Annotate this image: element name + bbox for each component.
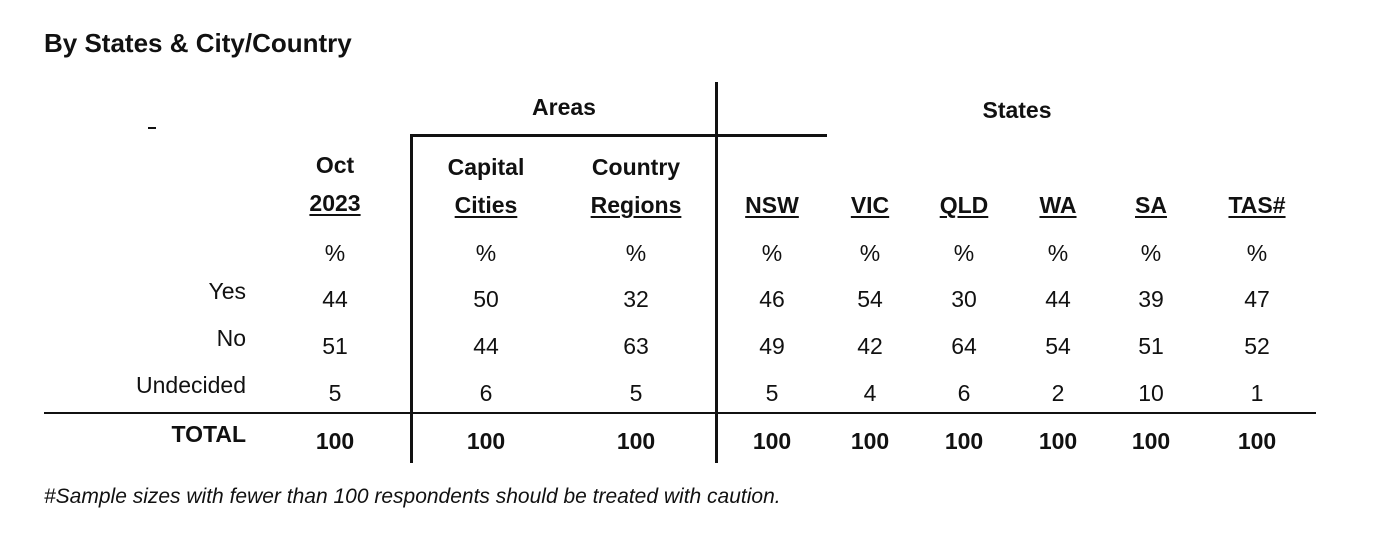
column-header-capital-cities: [448, 148, 525, 224]
table-cell: 51: [322, 333, 348, 359]
row-label-yes: Yes: [208, 278, 246, 304]
unit-label: %: [761, 240, 783, 266]
group-label-states: States: [982, 97, 1052, 123]
table-cell: 5: [765, 380, 779, 406]
table-cell: 52: [1244, 333, 1270, 359]
column-header-tas: [1228, 186, 1285, 224]
group-label-areas: Areas: [532, 94, 596, 120]
unit-label: %: [625, 240, 647, 266]
table-cell: 54: [1045, 333, 1071, 359]
table-cell: 2: [1051, 380, 1065, 406]
divider-areas-states: [715, 82, 718, 463]
table-cell: 30: [951, 286, 977, 312]
row-label-total: TOTAL: [171, 421, 246, 447]
table-cell: 50: [473, 286, 499, 312]
column-header-line1: Oct: [315, 152, 355, 178]
unit-label: %: [1140, 240, 1162, 266]
table-cell: 46: [759, 286, 785, 312]
total-rule: [44, 412, 1316, 414]
table-cell: 42: [857, 333, 883, 359]
table-cell-total: 100: [616, 428, 656, 454]
table-cell: 4: [863, 380, 877, 406]
table-title: By States & City/Country: [44, 28, 352, 58]
column-header-line2: 2023: [309, 190, 361, 216]
table-cell: 44: [322, 286, 348, 312]
unit-label: %: [859, 240, 881, 266]
table-cell-total: 100: [1237, 428, 1277, 454]
unit-label: %: [475, 240, 497, 266]
table-cell: 39: [1138, 286, 1164, 312]
table-cell-total: 100: [315, 428, 355, 454]
column-header-line2: QLD: [939, 192, 989, 218]
table-cell: 32: [623, 286, 649, 312]
column-header-vic: [851, 186, 889, 224]
column-header-line1: Capital: [447, 154, 525, 180]
table-cell-total: 100: [752, 428, 792, 454]
column-header-wa: [1039, 186, 1076, 224]
column-header-oct-2023: [309, 146, 360, 222]
table-cell: 1: [1250, 380, 1264, 406]
column-header-line2: SA: [1135, 192, 1167, 218]
footnote: #Sample sizes with fewer than 100 respondents should be treated with caution.: [44, 485, 781, 508]
row-label-undecided: Undecided: [136, 372, 246, 398]
unit-label: %: [1246, 240, 1268, 266]
column-header-nsw: [745, 186, 799, 224]
table-cell: 47: [1244, 286, 1270, 312]
table-cell: 63: [623, 333, 649, 359]
column-header-line2: Cities: [454, 192, 518, 218]
column-header-qld: [940, 186, 989, 224]
table-cell-total: 100: [944, 428, 984, 454]
column-header-sa: [1135, 186, 1167, 224]
table-cell: 54: [857, 286, 883, 312]
table-cell: 5: [629, 380, 643, 406]
table-cell: 5: [328, 380, 342, 406]
table-cell: 51: [1138, 333, 1164, 359]
table-cell-total: 100: [850, 428, 890, 454]
column-header-line1: Country: [591, 154, 681, 180]
table-cell: 49: [759, 333, 785, 359]
unit-label: %: [1047, 240, 1069, 266]
table-cell: 6: [957, 380, 971, 406]
row-label-no: No: [216, 325, 246, 351]
column-header-line2: VIC: [850, 192, 890, 218]
column-header-line2: NSW: [745, 192, 799, 218]
placeholder-dash: [148, 127, 156, 129]
table-cell: 64: [951, 333, 977, 359]
unit-label: %: [953, 240, 975, 266]
column-header-line2: Regions: [590, 192, 682, 218]
column-header-line2: TAS#: [1228, 192, 1286, 218]
unit-label: %: [324, 240, 346, 266]
table-cell: 44: [1045, 286, 1071, 312]
table-cell-total: 100: [466, 428, 506, 454]
table-cell: 44: [473, 333, 499, 359]
column-header-line2: WA: [1039, 192, 1077, 218]
areas-header-rule: [410, 134, 827, 137]
table-cell: 6: [479, 380, 493, 406]
table-cell-total: 100: [1038, 428, 1078, 454]
table-cell: 10: [1138, 380, 1164, 406]
column-header-country-regions: [591, 148, 682, 224]
table-cell-total: 100: [1131, 428, 1171, 454]
